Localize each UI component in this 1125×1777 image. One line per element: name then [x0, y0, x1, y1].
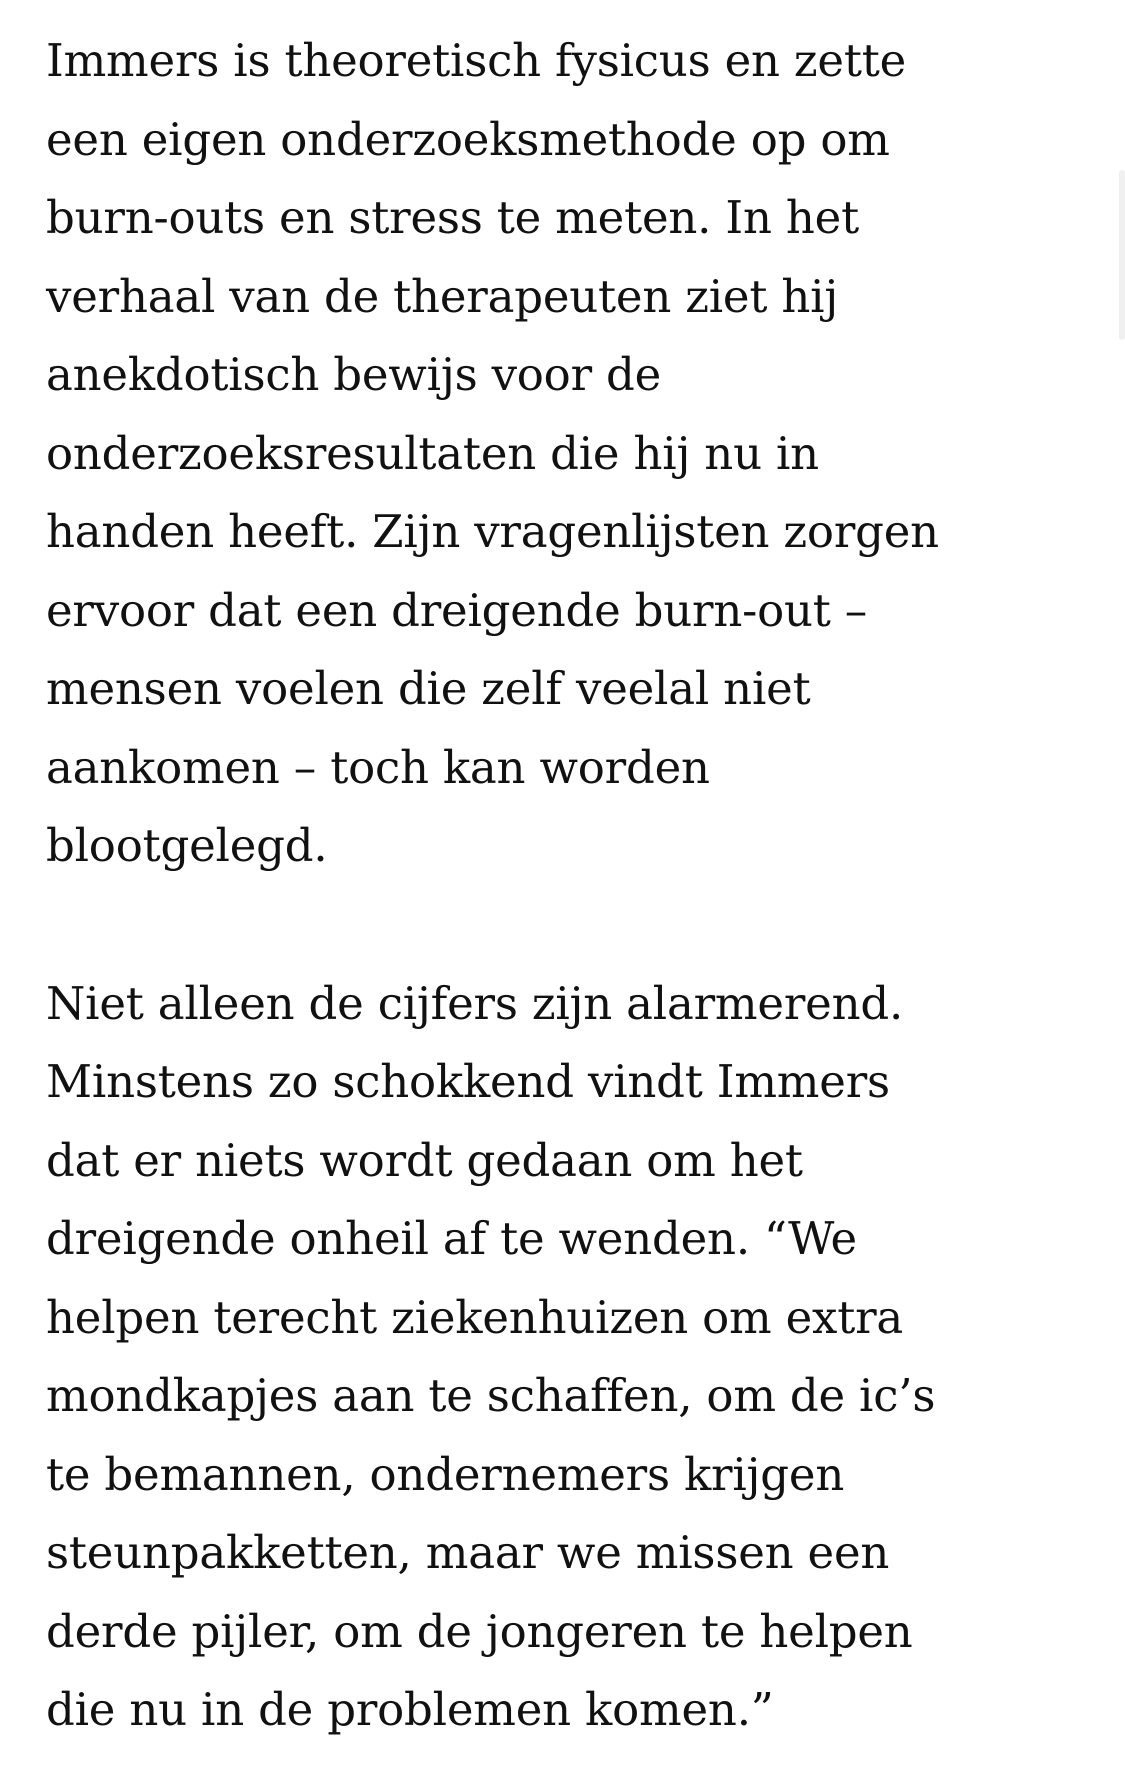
article-paragraph-1: [46, 22, 975, 886]
paragraph-line: handen heeft. Zijn vragenlijsten zorgen: [46, 505, 939, 558]
paragraph-line: helpen terecht ziekenhuizen om extra: [46, 1290, 904, 1344]
scrollbar[interactable]: [1119, 170, 1125, 340]
paragraph-line: onderzoeksresultaten die hij nu in: [46, 426, 819, 480]
paragraph-line: Immers is theoretisch fysicus en zette: [46, 34, 907, 87]
paragraph-line: verhaal van de therapeuten ziet hij: [46, 269, 839, 323]
paragraph-line: die nu in de problemen komen.”: [46, 1683, 774, 1736]
paragraph-line: blootgelegd.: [46, 819, 328, 872]
paragraph-line: aankomen – toch kan worden: [46, 740, 710, 794]
paragraph-line: ervoor dat een dreigende burn-out –: [46, 583, 868, 637]
paragraph-line: Niet alleen de cijfers zijn alarmerend.: [46, 976, 904, 1030]
paragraph-line: steunpakketten, maar we missen een: [46, 1526, 890, 1579]
paragraph-spacer: [46, 886, 975, 965]
paragraph-line: anekdotisch bewijs voor de: [46, 348, 662, 401]
paragraph-line: een eigen onderzoeksmethode op om: [46, 112, 890, 166]
paragraph-line: mondkapjes aan te schaffen, om de ic’s: [46, 1369, 936, 1422]
paragraph-line: dreigende onheil af te wenden. “We: [46, 1212, 857, 1265]
article-paragraph-2: [46, 965, 975, 1750]
paragraph-line: te bemannen, ondernemers krijgen: [46, 1447, 845, 1501]
paragraph-line: mensen voelen die zelf veelal niet: [46, 662, 811, 715]
paragraph-line: burn-outs en stress te meten. In het: [46, 191, 859, 244]
paragraph-line: Minstens zo schokkend vindt Immers: [46, 1055, 890, 1108]
paragraph-line: derde pijler, om de jongeren te helpen: [46, 1604, 913, 1658]
paragraph-line: dat er niets wordt gedaan om het: [46, 1133, 803, 1187]
